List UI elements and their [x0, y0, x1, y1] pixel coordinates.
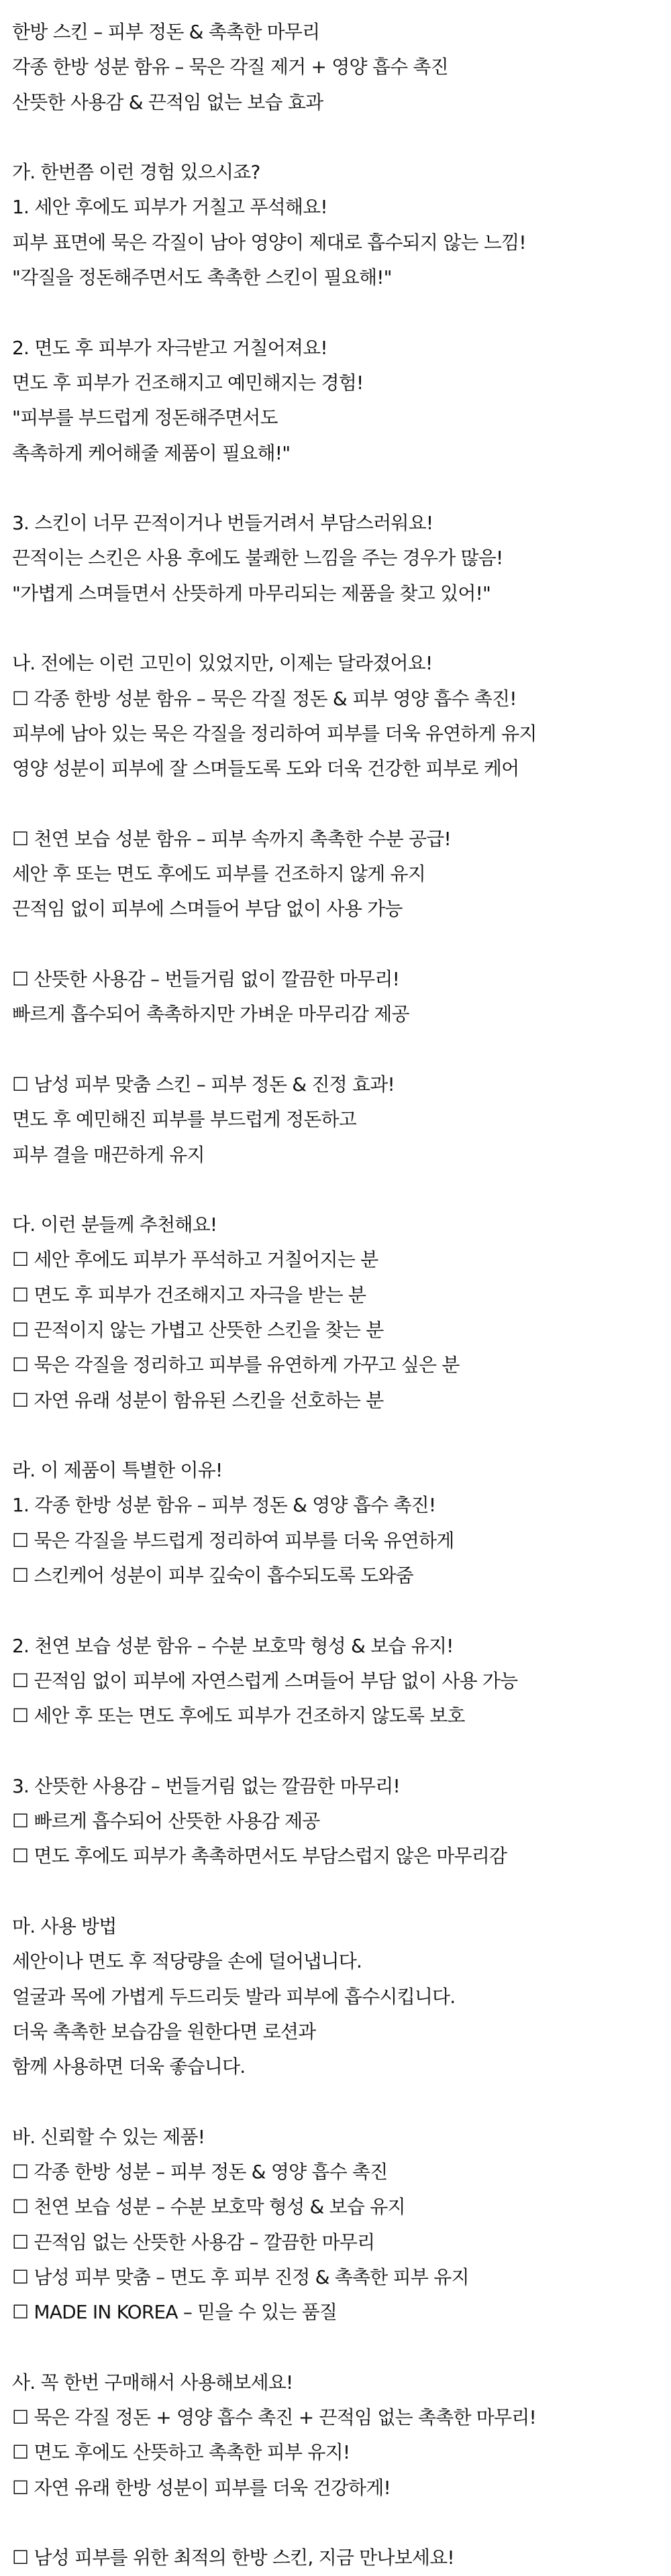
section-line: 얼굴과 목에 가볍게 두드리듯 발라 피부에 흡수시킵니다. [12, 1985, 456, 2008]
section-heading: 나. 전에는 이런 고민이 있었지만, 이제는 달라졌어요! [12, 652, 433, 675]
section-heading: 사. 꼭 한번 구매해서 사용해보세요! [12, 2371, 293, 2394]
spacer [12, 927, 671, 962]
section-line: 피부 결을 매끈하게 유지 [12, 1143, 205, 1166]
section-line: ☐ 끈적임 없는 산뜻한 사용감 – 깔끔한 마무리 [12, 2231, 375, 2253]
section-da [12, 1208, 671, 1418]
section-line: ☐ 천연 보습 성분 – 수분 보호막 형성 & 보습 유지 [12, 2196, 405, 2218]
spacer [12, 2506, 671, 2540]
section-line: 영양 성분이 피부에 잘 스며들도록 도와 더욱 건강한 피부로 케어 [12, 757, 519, 780]
section-line: ☐ 묵은 각질을 부드럽게 정리하여 피부를 더욱 유연하게 [12, 1529, 454, 1552]
section-ra [12, 1453, 671, 1874]
section-sa [12, 2365, 671, 2576]
section-line: ☐ 빠르게 흡수되어 산뜻한 사용감 제공 [12, 1810, 320, 1833]
spacer [12, 1593, 671, 1628]
section-heading: 바. 신뢰할 수 있는 제품! [12, 2125, 205, 2148]
section-line: ☐ 남성 피부 맞춤 – 면도 후 피부 진정 & 촉촉한 피부 유지 [12, 2266, 469, 2288]
section-line: 더욱 촉촉한 보습감을 원한다면 로션과 [12, 2020, 316, 2043]
section-line: ☐ 자연 유래 성분이 함유된 스킨을 선호하는 분 [12, 1389, 384, 1411]
section-line: 1. 각종 한방 성분 함유 – 피부 정돈 & 영양 흡수 촉진! [12, 1494, 436, 1517]
section-line: ☐ 세안 후 또는 면도 후에도 피부가 건조하지 않도록 보호 [12, 1705, 465, 1727]
section-line: 끈적임 없이 피부에 스며들어 부담 없이 사용 가능 [12, 898, 403, 920]
intro-block [12, 15, 671, 120]
spacer [12, 2085, 671, 2120]
intro-line: 한방 스킨 – 피부 정돈 & 촉촉한 마무리 [12, 21, 320, 43]
spacer [12, 1418, 671, 1453]
section-heading: 라. 이 제품이 특별한 이유! [12, 1459, 223, 1482]
section-line: ☐ 묵은 각질 정돈 + 영양 흡수 촉진 + 끈적임 없는 촉촉한 마무리! [12, 2406, 536, 2429]
section-line: 끈적이는 스킨은 사용 후에도 불쾌한 느낌을 주는 경우가 많음! [12, 547, 503, 570]
intro-line: 각종 한방 성분 함유 – 묵은 각질 제거 + 영양 흡수 촉진 [12, 56, 448, 78]
section-line: ☐ 스킨케어 성분이 피부 깊숙이 흡수되도록 도와줌 [12, 1564, 413, 1587]
spacer [12, 1874, 671, 1909]
section-line: 피부에 남아 있는 묵은 각질을 정리하여 피부를 더욱 유연하게 유지 [12, 722, 537, 745]
section-line: ☐ 면도 후에도 산뜻하고 촉촉한 피부 유지! [12, 2441, 350, 2464]
spacer [12, 2330, 671, 2365]
spacer [12, 1734, 671, 1769]
section-line: ☐ 천연 보습 성분 함유 – 피부 속까지 촉촉한 수분 공급! [12, 827, 451, 850]
section-line: "피부를 부드럽게 정돈해주면서도 [12, 407, 278, 429]
spacer [12, 1173, 671, 1208]
spacer [12, 120, 671, 155]
section-ma [12, 1909, 671, 2084]
section-na [12, 646, 671, 1172]
section-line: ☐ 각종 한방 성분 함유 – 묵은 각질 정돈 & 피부 영양 흡수 촉진! [12, 687, 517, 710]
section-line: 세안 후 또는 면도 후에도 피부를 건조하지 않게 유지 [12, 863, 426, 885]
section-line: ☐ 끈적임 없이 피부에 자연스럽게 스며들어 부담 없이 사용 가능 [12, 1669, 518, 1692]
section-line: 1. 세안 후에도 피부가 거칠고 푸석해요! [12, 196, 327, 219]
section-line: 촉촉하게 케어해줄 제품이 필요해!" [12, 441, 291, 464]
section-ba [12, 2120, 671, 2330]
section-line: 2. 면도 후 피부가 자극받고 거칠어져요! [12, 336, 327, 359]
section-line: ☐ 면도 후에도 피부가 촉촉하면서도 부담스럽지 않은 마무리감 [12, 1845, 507, 1868]
section-line: 세안이나 면도 후 적당량을 손에 덜어냅니다. [12, 1950, 362, 1973]
section-heading: 마. 사용 방법 [12, 1915, 117, 1938]
spacer [12, 471, 671, 506]
spacer [12, 611, 671, 646]
section-ga [12, 155, 671, 611]
section-line: ☐ 남성 피부 맞춤 스킨 – 피부 정돈 & 진정 효과! [12, 1073, 395, 1095]
section-line: 함께 사용하면 더욱 좋습니다. [12, 2055, 246, 2078]
section-line: ☐ 남성 피부를 위한 최적의 한방 스킨, 지금 만나보세요! [12, 2546, 454, 2569]
spacer [12, 1032, 671, 1067]
section-line: ☐ 세안 후에도 피부가 푸석하고 거칠어지는 분 [12, 1248, 378, 1271]
section-line: 피부 표면에 묵은 각질이 남아 영양이 제대로 흡수되지 않는 느낌! [12, 231, 526, 254]
section-line: ☐ 끈적이지 않는 가볍고 산뜻한 스킨을 찾는 분 [12, 1318, 384, 1341]
section-line: 면도 후 피부가 건조해지고 예민해지는 경험! [12, 371, 364, 394]
section-line: 빠르게 흡수되어 촉촉하지만 가벼운 마무리감 제공 [12, 1003, 409, 1026]
section-line: ☐ MADE IN KOREA – 믿을 수 있는 품질 [12, 2301, 338, 2324]
section-line: 2. 천연 보습 성분 함유 – 수분 보호막 형성 & 보습 유지! [12, 1634, 454, 1657]
section-line: 3. 스킨이 너무 끈적이거나 번들거려서 부담스러워요! [12, 512, 433, 535]
section-heading: 다. 이런 분들께 추천해요! [12, 1214, 217, 1236]
section-line: "각질을 정돈해주면서도 촉촉한 스킨이 필요해!" [12, 266, 392, 289]
section-line: ☐ 자연 유래 한방 성분이 피부를 더욱 건강하게! [12, 2476, 391, 2499]
section-line: ☐ 묵은 각질을 정리하고 피부를 유연하게 가꾸고 싶은 분 [12, 1354, 460, 1377]
section-heading: 가. 한번쯤 이런 경험 있으시죠? [12, 161, 260, 184]
section-line: 면도 후 예민해진 피부를 부드럽게 정돈하고 [12, 1108, 356, 1131]
section-line: 3. 산뜻한 사용감 – 번들거림 없는 깔끔한 마무리! [12, 1774, 400, 1797]
section-line: ☐ 각종 한방 성분 – 피부 정돈 & 영양 흡수 촉진 [12, 2161, 388, 2184]
section-line: ☐ 산뜻한 사용감 – 번들거림 없이 깔끔한 마무리! [12, 968, 400, 991]
spacer [12, 787, 671, 822]
section-line: ☐ 면도 후 피부가 건조해지고 자극을 받는 분 [12, 1283, 366, 1306]
intro-line: 산뜻한 사용감 & 끈적임 없는 보습 효과 [12, 91, 323, 113]
section-line: "가볍게 스며들면서 산뜻하게 마무리되는 제품을 찾고 있어!" [12, 582, 491, 604]
spacer [12, 295, 671, 330]
